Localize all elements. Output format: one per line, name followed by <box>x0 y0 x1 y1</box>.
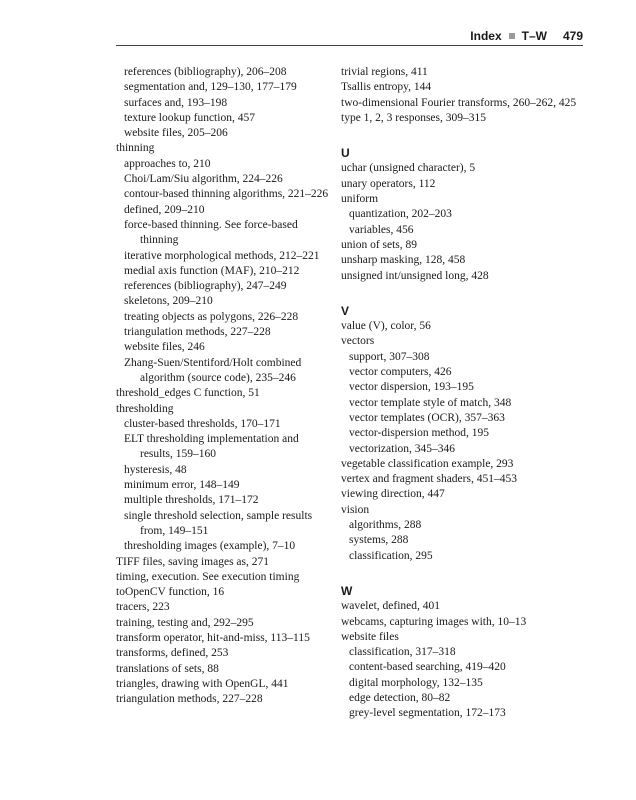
index-entry: TIFF files, saving images as, 271 <box>116 555 269 568</box>
index-entry: translations of sets, 88 <box>116 662 219 675</box>
index-entry: tracers, 223 <box>116 601 170 614</box>
index-entry: thinning <box>116 142 155 155</box>
index-entry: Tsallis entropy, 144 <box>341 81 432 94</box>
index-entry: uniform <box>341 193 379 206</box>
index-subentry: surfaces and, 193–198 <box>124 96 228 109</box>
index-subentry: references (bibliography), 206–208 <box>124 66 287 78</box>
index-column-left <box>116 65 334 707</box>
index-letter-heading: U <box>341 146 350 161</box>
running-header <box>470 29 583 43</box>
index-entry: timing, execution. See execution timing <box>116 570 300 583</box>
section-spacer <box>341 564 586 584</box>
index-entry: two-dimensional Fourier transforms, 260–262, 425 <box>341 96 577 109</box>
index-entry: webcams, capturing images with, 10–13 <box>341 615 527 628</box>
index-subentry: approaches to, 210 <box>124 157 211 170</box>
index-subentry: website files, 205–206 <box>124 127 228 140</box>
index-subentry: contour-based thinning algorithms, 221–226 <box>124 188 329 201</box>
index-column-right <box>341 65 586 722</box>
index-subentry: references (bibliography), 247–249 <box>124 280 287 293</box>
index-entry: unsigned int/unsigned long, 428 <box>341 269 489 282</box>
index-entry: vision <box>341 503 370 516</box>
index-subentry: force-based thinning. See force-based thinning <box>124 218 298 247</box>
index-subentry: variables, 456 <box>349 223 414 236</box>
index-entry: trivial regions, 411 <box>341 66 428 78</box>
index-subentry: quantization, 202–203 <box>349 208 452 221</box>
page-number: 479 <box>562 29 583 43</box>
index-entry: threshold_edges C function, 51 <box>116 387 260 400</box>
index-subentry: support, 307–308 <box>349 350 430 363</box>
section-spacer <box>341 126 586 146</box>
index-entry: vegetable classification example, 293 <box>341 457 514 470</box>
header-section: Index <box>470 29 502 43</box>
index-subentry: edge detection, 80–82 <box>349 691 451 704</box>
index-subentry: segmentation and, 129–130, 177–179 <box>124 81 297 94</box>
header-range: T–W <box>521 29 547 43</box>
index-subentry: systems, 288 <box>349 534 409 547</box>
index-letter-heading: V <box>341 303 350 318</box>
index-entry: training, testing and, 292–295 <box>116 616 254 629</box>
index-subentry: website files, 246 <box>124 341 205 354</box>
index-subentry: algorithms, 288 <box>349 519 422 532</box>
index-subentry: cluster-based thresholds, 170–171 <box>124 417 281 430</box>
index-subentry: grey-level segmentation, 172–173 <box>349 707 506 720</box>
section-spacer <box>341 284 586 304</box>
index-subentry: classification, 295 <box>349 549 433 562</box>
index-subentry: ELT thresholding implementation and results, 159–160 <box>124 433 299 461</box>
index-subentry: defined, 209–210 <box>124 203 205 216</box>
index-entry: uchar (unsigned character), 5 <box>341 162 476 175</box>
header-separator-square <box>509 33 515 39</box>
index-entry: union of sets, 89 <box>341 238 418 251</box>
index-subentry: vector dispersion, 193–195 <box>349 381 474 394</box>
index-entry: unsharp masking, 128, 458 <box>341 254 466 267</box>
index-entry: website files <box>341 630 399 643</box>
index-entry: transforms, defined, 253 <box>116 647 229 660</box>
index-entry: transform operator, hit-and-miss, 113–115 <box>116 631 310 644</box>
index-entry: toOpenCV function, 16 <box>116 586 225 599</box>
index-entry: unary operators, 112 <box>341 177 436 190</box>
index-entry: type 1, 2, 3 responses, 309–315 <box>341 111 487 124</box>
index-subentry: Choi/Lam/Siu algorithm, 224–226 <box>124 173 283 186</box>
index-subentry: hysteresis, 48 <box>124 463 187 476</box>
index-subentry: vector computers, 426 <box>349 366 452 379</box>
index-subentry: iterative morphological methods, 212–221 <box>124 249 320 262</box>
index-subentry: classification, 317–318 <box>349 646 456 659</box>
index-subentry: medial axis function (MAF), 210–212 <box>124 264 300 277</box>
index-entry: triangles, drawing with OpenGL, 441 <box>116 677 289 690</box>
index-subentry: vectorization, 345–346 <box>349 442 456 455</box>
index-subentry: vector templates (OCR), 357–363 <box>349 411 505 424</box>
index-entry: thresholding <box>116 402 174 415</box>
index-subentry: skeletons, 209–210 <box>124 295 213 308</box>
index-subentry: triangulation methods, 227–228 <box>124 326 271 339</box>
index-entry: value (V), color, 56 <box>341 320 431 333</box>
index-subentry: minimum error, 148–149 <box>124 479 240 492</box>
index-subentry: treating objects as polygons, 226–228 <box>124 310 299 323</box>
index-subentry: multiple thresholds, 171–172 <box>124 494 259 507</box>
index-subentry: thresholding images (example), 7–10 <box>124 540 296 553</box>
index-subentry: texture lookup function, 457 <box>124 111 255 124</box>
index-letter-heading: W <box>341 583 353 598</box>
index-subentry: vector-dispersion method, 195 <box>349 427 489 440</box>
index-subentry: vector template style of match, 348 <box>349 396 512 409</box>
index-entry: triangulation methods, 227–228 <box>116 693 263 706</box>
index-entry: vectors <box>341 335 375 348</box>
index-subentry: content-based searching, 419–420 <box>349 661 506 674</box>
header-rule <box>116 45 583 46</box>
index-entry: viewing direction, 447 <box>341 488 445 501</box>
index-subentry: Zhang-Suen/Stentiford/Holt combined algorithm (source code), 235–246 <box>124 356 302 384</box>
index-subentry: single threshold selection, sample results from, 149–151 <box>124 509 313 537</box>
index-subentry: digital morphology, 132–135 <box>349 676 483 689</box>
index-entry: wavelet, defined, 401 <box>341 600 440 613</box>
index-entry: vertex and fragment shaders, 451–453 <box>341 473 517 486</box>
